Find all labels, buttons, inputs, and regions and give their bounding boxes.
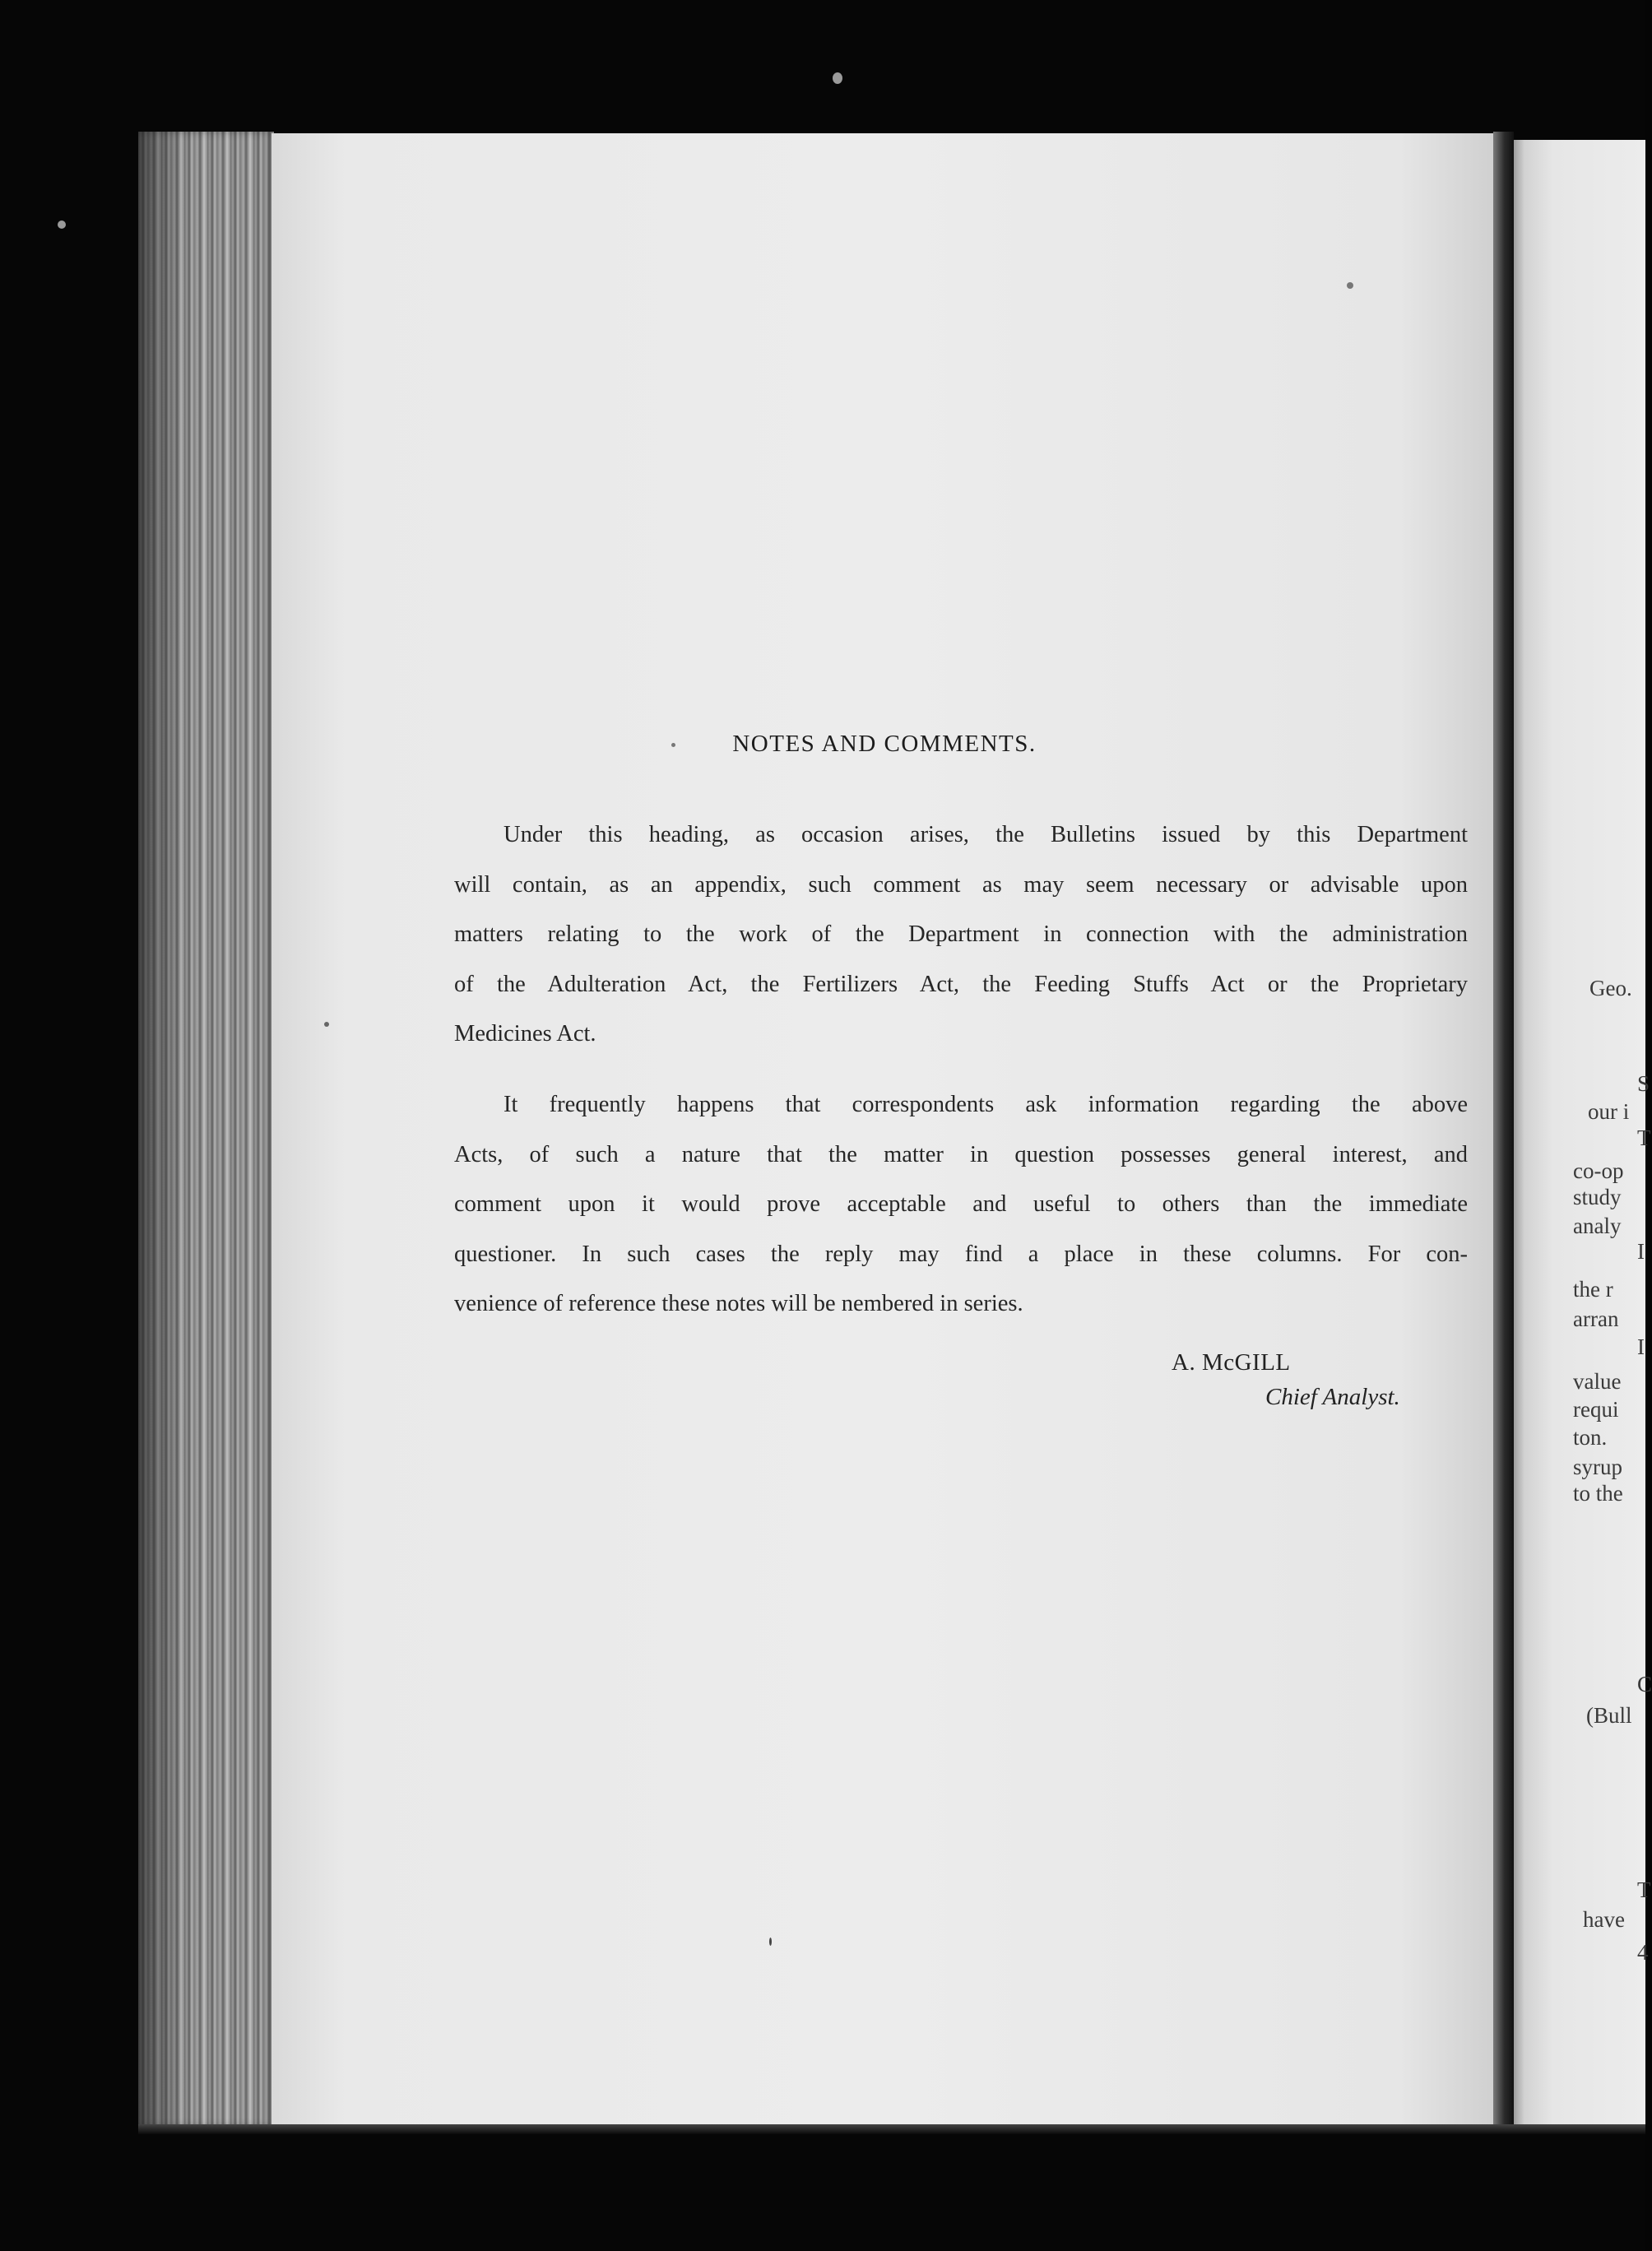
paragraph-line: It frequently happens that correspondents ask information regarding the above (503, 1092, 1468, 1117)
page-edges-shadow (138, 132, 188, 2127)
dust-speck (58, 220, 66, 229)
paragraph-line: Medicines Act. (454, 1021, 596, 1047)
paragraph-line: of the Adulteration Act, the Fertilizers Act, the Feeding Stuffs Act or the Proprietary (454, 971, 1468, 997)
signature-title: Chief Analyst. (1265, 1384, 1400, 1410)
paragraph-line: Acts, of such a nature that the matter in question possesses general interest, and (454, 1141, 1468, 1167)
paragraph-2 (454, 1080, 1468, 1330)
signature-name: A. McGILL (1172, 1349, 1291, 1376)
paragraph-line: questioner. In such cases the reply may find a place in these columns. For con- (454, 1241, 1468, 1267)
paragraph-1 (454, 810, 1468, 1060)
dust-speck (324, 1022, 329, 1027)
section-title: NOTES AND COMMENTS. (732, 731, 1037, 757)
paragraph-line: venience of reference these notes will be nembered in series. (454, 1291, 1023, 1317)
paragraph-line: comment upon it would prove acceptable and useful to others than the immediate (454, 1191, 1468, 1218)
facing-fragment: requi (1573, 1397, 1619, 1422)
dust-speck (833, 72, 842, 84)
facing-fragment: C (1637, 1672, 1652, 1696)
book-gutter (1493, 132, 1514, 2127)
facing-fragment: T (1637, 1877, 1651, 1902)
page-bottom-shadow (138, 2124, 1645, 2134)
facing-fragment: study (1573, 1185, 1622, 1209)
facing-fragment: I (1637, 1239, 1645, 1264)
facing-fragment: our i (1588, 1099, 1630, 1124)
facing-fragment: (Bull (1586, 1703, 1632, 1728)
paragraph-line: matters relating to the work of the Department in connection with the administration (454, 921, 1468, 948)
facing-fragment: value (1573, 1369, 1622, 1394)
facing-fragment: the r (1573, 1277, 1613, 1302)
facing-fragment: to the (1573, 1481, 1623, 1506)
facing-fragment: syrup (1573, 1455, 1622, 1479)
facing-fragment: have (1583, 1907, 1625, 1932)
facing-fragment: 4 (1637, 1940, 1649, 1965)
facing-fragment: S (1637, 1071, 1650, 1096)
dust-speck (769, 1938, 772, 1946)
facing-fragment: Geo. (1589, 976, 1632, 1000)
facing-page (1514, 140, 1645, 2131)
facing-fragment: co-op (1573, 1158, 1624, 1183)
paragraph-line: will contain, as an appendix, such comment as may seem necessary or advisable upon (454, 871, 1468, 898)
facing-fragment: ton. (1573, 1425, 1608, 1450)
facing-fragment: arran (1573, 1307, 1619, 1331)
facing-fragment: T (1637, 1126, 1651, 1150)
facing-fragment: analy (1573, 1214, 1622, 1238)
dust-speck (1347, 282, 1353, 289)
paragraph-line: Under this heading, as occasion arises, the Bulletins issued by this Department (503, 822, 1468, 847)
facing-fragment: I (1637, 1334, 1645, 1359)
dust-speck (671, 743, 675, 747)
